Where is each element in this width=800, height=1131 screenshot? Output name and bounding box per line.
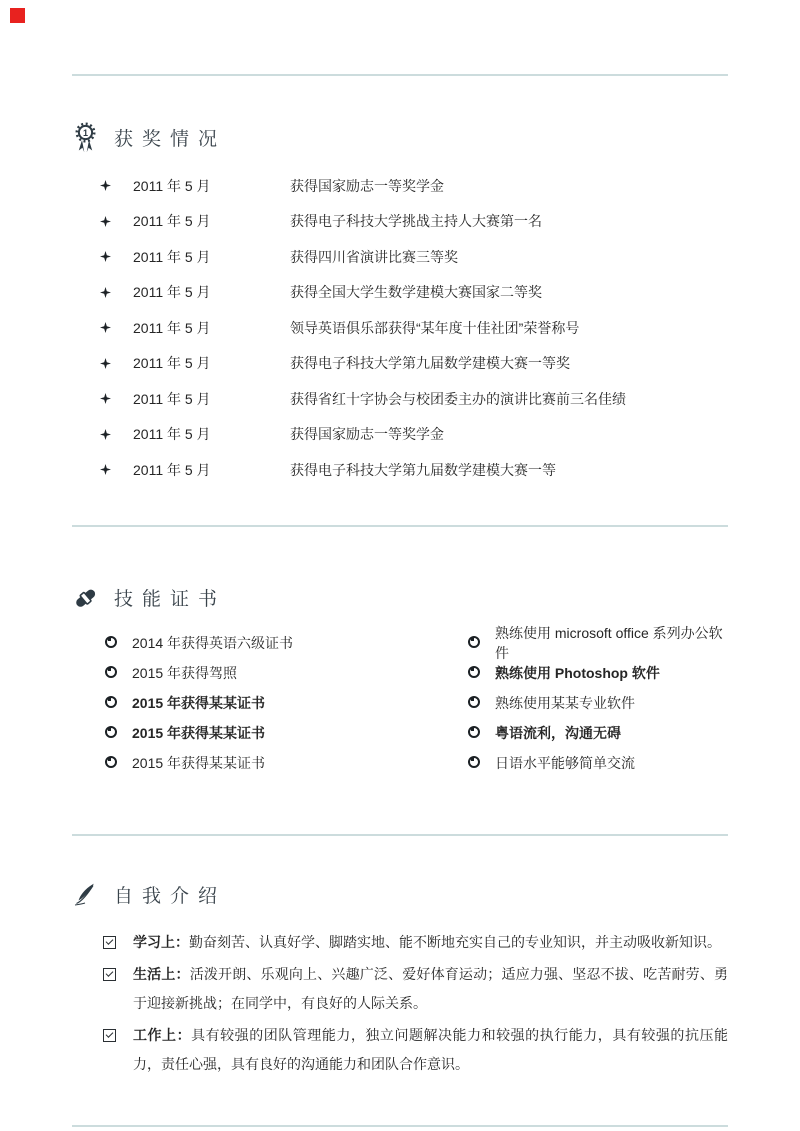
award-item [72, 310, 728, 346]
award-description: 获得四川省演讲比赛三等奖 [290, 248, 458, 265]
intro-item [72, 928, 728, 957]
award-item [72, 381, 728, 417]
award-date: 2011 年 5 月 [133, 426, 211, 443]
intro-section-title: 自我介绍 [114, 886, 227, 907]
award-description: 获得国家励志一等奖学金 [290, 426, 444, 443]
intro-item-label: 生活上： [133, 965, 190, 982]
skill-item [435, 624, 728, 661]
svg-text:1: 1 [82, 127, 89, 138]
circle-bullet-icon [105, 757, 113, 768]
circle-bullet-icon [468, 697, 476, 708]
skill-text: 熟练使用某某专业软件 [495, 694, 635, 711]
section-divider [72, 74, 728, 76]
award-date: 2011 年 5 月 [133, 213, 211, 230]
skill-item [72, 658, 435, 688]
skill-item [72, 748, 435, 778]
intro-item-text: 活泼开朗、乐观向上、兴趣广泛、爱好体育运动；适应力强、坚忍不拔、吃苦耐劳、勇于迎接新挑战；在同学中，有良好的人际关系。 [133, 965, 729, 1011]
intro-item [72, 1021, 728, 1079]
intro-item-label: 工作上： [133, 1026, 192, 1043]
checked-checkbox-icon [103, 968, 116, 981]
award-date: 2011 年 5 月 [133, 461, 211, 478]
star-bullet-icon [100, 464, 112, 475]
award-item [72, 346, 728, 382]
skill-item [435, 688, 728, 718]
award-description: 获得电子科技大学第九届数学建模大赛一等奖 [290, 355, 570, 372]
skill-text: 日语水平能够简单交流 [495, 754, 635, 771]
checked-checkbox-icon [103, 936, 116, 949]
intro-list [72, 928, 728, 1079]
intro-item [72, 960, 728, 1018]
star-bullet-icon [100, 429, 112, 440]
quill-icon [72, 881, 99, 908]
section-divider [72, 1125, 728, 1127]
skill-text: 2014 年获得英语六级证书 [132, 634, 294, 651]
circle-bullet-icon [468, 727, 476, 738]
award-description: 领导英语俱乐部获得“某年度十佳社团”荣誉称号 [290, 319, 580, 336]
award-date: 2011 年 5 月 [133, 319, 211, 336]
circle-bullet-icon [105, 697, 113, 708]
award-date: 2011 年 5 月 [133, 355, 211, 372]
star-bullet-icon [100, 251, 112, 262]
medal-icon [72, 122, 99, 153]
circle-bullet-icon [468, 667, 476, 678]
star-bullet-icon [100, 216, 112, 227]
award-item [72, 239, 728, 275]
skill-text: 2015 年获得某某证书 [132, 754, 266, 771]
star-bullet-icon [100, 322, 112, 333]
star-bullet-icon [100, 287, 112, 298]
award-description: 获得全国大学生数学建模大赛国家二等奖 [290, 284, 542, 301]
award-date: 2011 年 5 月 [133, 390, 211, 407]
skill-item [72, 718, 435, 748]
award-description: 获得电子科技大学挑战主持人大赛第一名 [290, 213, 542, 230]
award-item [72, 204, 728, 240]
skill-text: 2015 年获得某某证书 [132, 724, 266, 741]
award-item [72, 452, 728, 488]
checked-checkbox-icon [103, 1029, 116, 1042]
red-square-marker [10, 8, 25, 23]
skill-text: 熟练使用 Photoshop 软件 [495, 664, 660, 681]
intro-section-header [72, 879, 728, 911]
circle-bullet-icon [105, 667, 113, 678]
certificate-icon [72, 584, 99, 611]
section-divider [72, 525, 728, 527]
skill-text: 粤语流利，沟通无碍 [495, 724, 621, 741]
skill-item [435, 748, 728, 778]
skills-grid [72, 624, 728, 778]
skills-column-left [72, 628, 435, 778]
intro-item-label: 学习上： [133, 933, 189, 950]
award-description: 获得省红十字协会与校团委主办的演讲比赛前三名佳绩 [290, 390, 626, 407]
intro-item-text: 勤奋刻苦、认真好学、脚踏实地、能不断地充实自己的专业知识，并主动吸收新知识。 [189, 933, 721, 950]
award-date: 2011 年 5 月 [133, 177, 211, 194]
award-item [72, 168, 728, 204]
award-description: 获得电子科技大学第九届数学建模大赛一等 [290, 461, 556, 478]
skills-section-title: 技能证书 [114, 589, 227, 610]
awards-section-title: 获奖情况 [114, 128, 227, 150]
award-item [72, 275, 728, 311]
circle-bullet-icon [105, 727, 113, 738]
skill-text: 2015 年获得驾照 [132, 664, 238, 681]
skill-item [435, 718, 728, 748]
award-date: 2011 年 5 月 [133, 248, 211, 265]
section-divider [72, 834, 728, 836]
awards-section-header [72, 121, 728, 153]
circle-bullet-icon [468, 757, 476, 768]
circle-bullet-icon [105, 637, 113, 648]
circle-bullet-icon [468, 637, 476, 648]
skill-item [72, 628, 435, 658]
skill-item [72, 688, 435, 718]
star-bullet-icon [100, 358, 112, 369]
skill-text: 熟练使用 microsoft office 系列办公软件 [495, 624, 723, 661]
skills-column-right [435, 624, 728, 778]
intro-item-text: 具有较强的团队管理能力，独立问题解决能力和较强的执行能力，具有较强的抗压能力，责任心强，具有良好的沟通能力和团队合作意识。 [133, 1026, 729, 1072]
award-description: 获得国家励志一等奖学金 [290, 177, 444, 194]
star-bullet-icon [100, 393, 112, 404]
awards-list [72, 168, 728, 488]
award-item [72, 417, 728, 453]
skills-section-header [72, 582, 728, 614]
skill-text: 2015 年获得某某证书 [132, 694, 266, 711]
award-date: 2011 年 5 月 [133, 284, 211, 301]
star-bullet-icon [100, 180, 112, 191]
